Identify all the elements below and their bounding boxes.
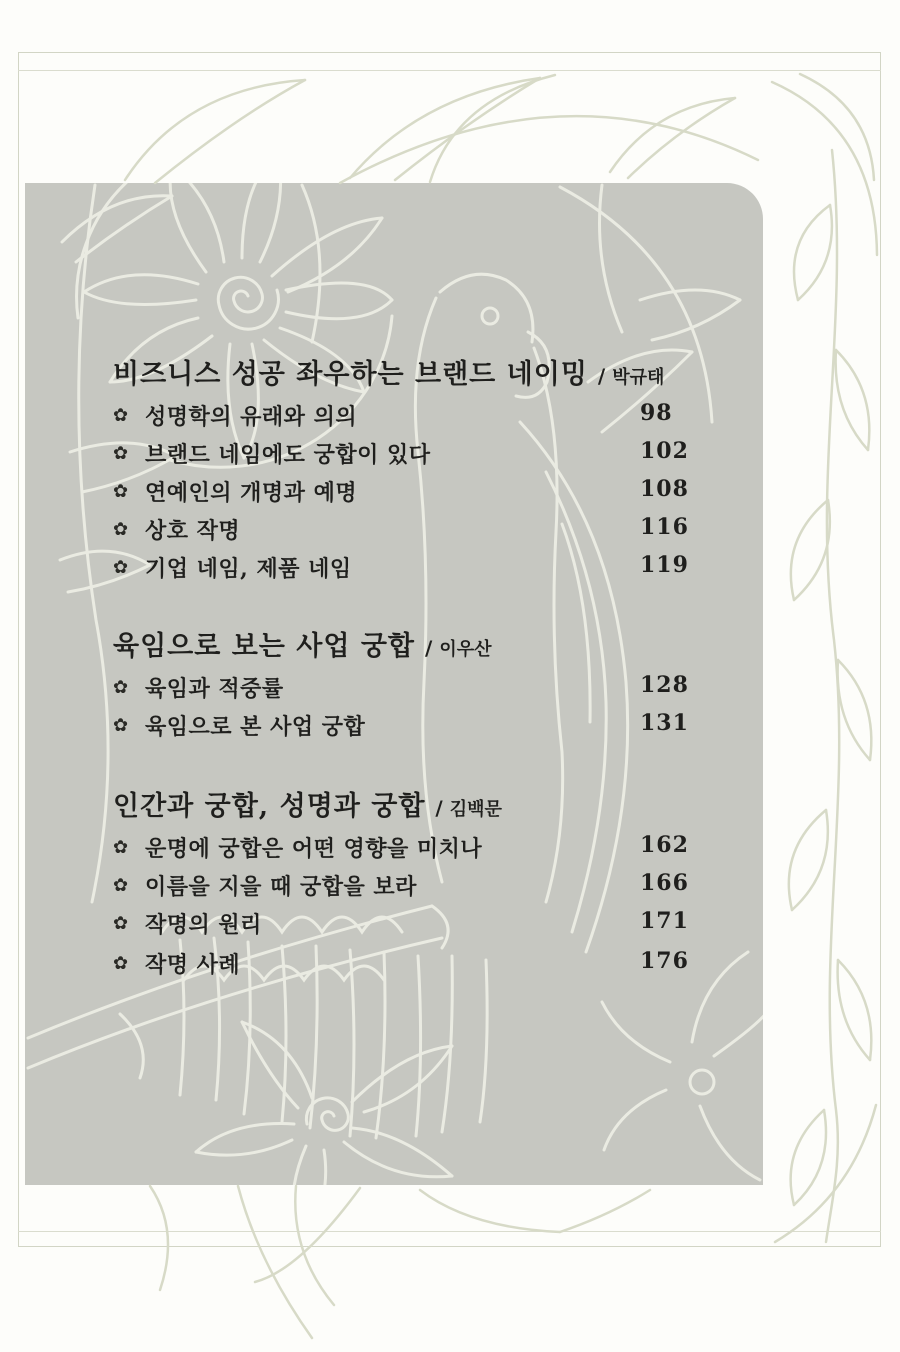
- section-title-text: 인간과 궁합, 성명과 궁합: [113, 791, 426, 822]
- flower-bullet-icon: ✿: [113, 913, 129, 934]
- table-of-contents: [113, 0, 700, 1352]
- section-title-text: 비즈니스 성공 좌우하는 브랜드 네이밍: [113, 359, 588, 390]
- title-author-separator: /: [597, 364, 606, 388]
- toc-item-label: 브랜드 네임에도 궁합이 있다: [145, 442, 431, 468]
- toc-item-page: 116: [640, 514, 689, 540]
- toc-item: [113, 870, 700, 898]
- toc-item-label: 연예인의 개명과 예명: [145, 480, 358, 506]
- toc-item-page: 119: [640, 552, 689, 578]
- toc-item-label: 작명의 원리: [145, 912, 262, 938]
- toc-item-label: 상호 작명: [145, 518, 241, 544]
- flower-bullet-icon: ✿: [113, 557, 129, 578]
- toc-item-page: 171: [640, 908, 689, 934]
- flower-bullet-icon: ✿: [113, 837, 129, 858]
- section-author: 이우산: [439, 639, 492, 660]
- toc-item-label: 육임과 적중률: [145, 676, 284, 702]
- toc-item: [113, 908, 700, 936]
- section-title-text: 육임으로 보는 사업 궁합: [113, 631, 416, 662]
- toc-item-page: 128: [640, 672, 689, 698]
- flower-bullet-icon: ✿: [113, 677, 129, 698]
- flower-bullet-icon: ✿: [113, 443, 129, 464]
- toc-item-label: 기업 네임, 제품 네임: [145, 556, 352, 582]
- flower-bullet-icon: ✿: [113, 519, 129, 540]
- title-author-separator: /: [435, 796, 443, 820]
- toc-item: [113, 438, 700, 466]
- toc-item-label: 이름을 지을 때 궁합을 보라: [145, 874, 417, 900]
- section-title: [113, 624, 492, 663]
- toc-item-label: 성명학의 유래와 의의: [145, 404, 358, 430]
- toc-item-page: 166: [640, 870, 689, 896]
- section-title: [113, 784, 502, 823]
- toc-item: [113, 400, 700, 428]
- flower-bullet-icon: ✿: [113, 953, 129, 974]
- toc-item-page: 162: [640, 832, 689, 858]
- toc-item-page: 108: [640, 476, 689, 502]
- toc-item-page: 98: [640, 400, 673, 426]
- toc-item-label: 육임으로 본 사업 궁합: [145, 714, 366, 740]
- flower-bullet-icon: ✿: [113, 405, 129, 426]
- toc-item: [113, 832, 700, 860]
- section-title: [113, 352, 664, 391]
- toc-item: [113, 710, 700, 738]
- toc-item-page: 102: [640, 438, 689, 464]
- toc-item-page: 131: [640, 710, 689, 736]
- flower-bullet-icon: ✿: [113, 875, 129, 896]
- toc-item-page: 176: [640, 948, 689, 974]
- section-author: 김백문: [449, 799, 502, 820]
- toc-item: [113, 948, 700, 976]
- toc-item: [113, 552, 700, 580]
- flower-bullet-icon: ✿: [113, 715, 129, 736]
- toc-item-label: 운명에 궁합은 어떤 영향을 미치나: [145, 836, 483, 862]
- toc-item: [113, 476, 700, 504]
- title-author-separator: /: [425, 636, 433, 660]
- section-author: 박규태: [612, 367, 665, 388]
- toc-item: [113, 672, 700, 700]
- flower-bullet-icon: ✿: [113, 481, 129, 502]
- toc-item: [113, 514, 700, 542]
- toc-item-label: 작명 사례: [145, 952, 241, 978]
